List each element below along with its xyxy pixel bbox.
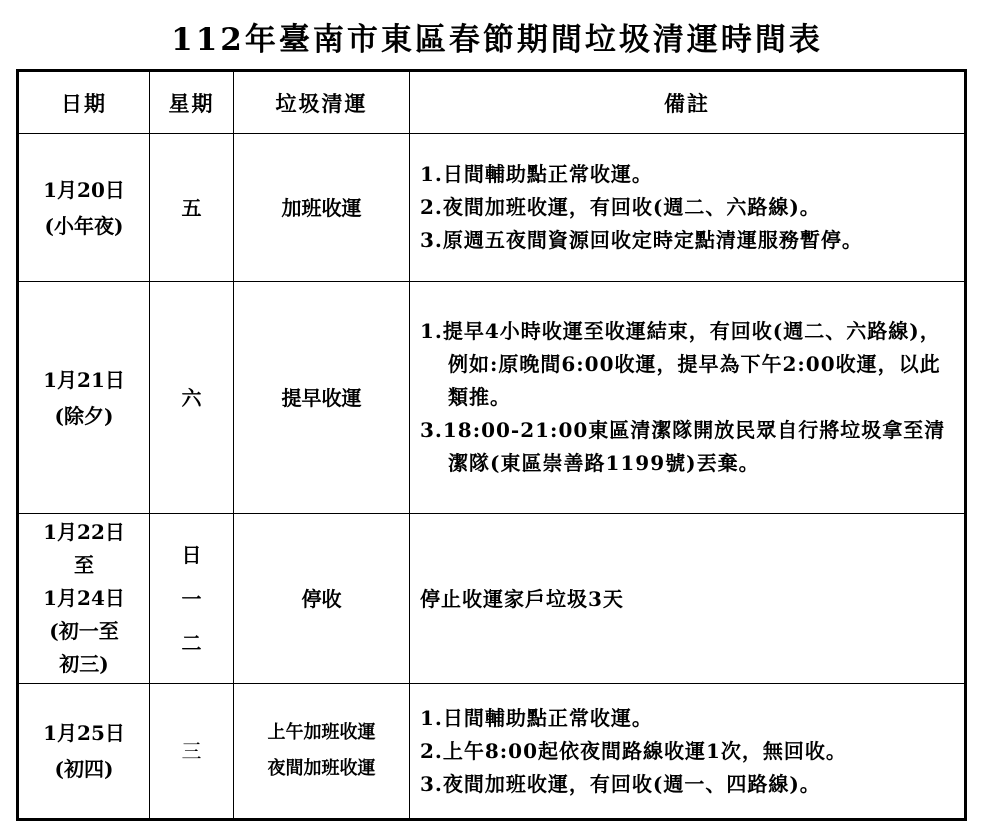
table-row — [18, 684, 966, 820]
date-line: 初三) — [59, 652, 109, 676]
weekday-cell — [150, 514, 234, 684]
date-line: (初一至 — [49, 619, 119, 643]
notes-cell — [410, 684, 966, 820]
header-date: 日期 — [18, 71, 150, 134]
collection-line: 上午加班收運 — [267, 722, 376, 743]
date-line: 1月24日 — [43, 586, 125, 610]
note-item: 1.提早4小時收運至收運結束，有回收(週二、六路線)，例如:原晚間6:00收運，提早為下午2:00收運，以此類推。 — [420, 319, 941, 409]
header-notes: 備註 — [410, 71, 966, 134]
note-item: 2.上午8:00起依夜間路線收運1次，無回收。 — [420, 738, 847, 763]
date-line: (初四) — [54, 757, 114, 781]
note-item: 停止收運家戶垃圾3天 — [420, 586, 624, 611]
date-line: (除夕) — [54, 403, 114, 428]
table-row — [18, 134, 966, 282]
collection-cell — [234, 684, 410, 820]
weekday-cell: 五 — [150, 134, 234, 282]
table-row — [18, 514, 966, 684]
note-item: 1.日間輔助點正常收運。 — [420, 162, 653, 186]
date-cell — [18, 282, 150, 514]
date-line: 至 — [74, 553, 94, 577]
date-line: 1月25日 — [43, 721, 125, 745]
weekday-line: 二 — [181, 630, 202, 655]
weekday-line: 日 — [181, 542, 202, 567]
page-title: 112年臺南市東區春節期間垃圾清運時間表 — [171, 22, 823, 58]
note-item: 2.夜間加班收運，有回收(週二、六路線)。 — [420, 195, 821, 219]
collection-line: 夜間加班收運 — [267, 758, 376, 779]
notes-cell — [410, 134, 966, 282]
weekday-line: 一 — [181, 586, 202, 611]
schedule-table — [16, 69, 967, 821]
table-row — [18, 282, 966, 514]
note-item: 1.日間輔助點正常收運。 — [420, 705, 653, 730]
header-collection: 垃圾清運 — [234, 71, 410, 134]
date-line: 1月21日 — [43, 367, 125, 392]
header-weekday: 星期 — [150, 71, 234, 134]
note-item: 3.原週五夜間資源回收定時定點清運服務暫停。 — [420, 228, 863, 252]
note-item: 3.夜間加班收運，有回收(週一、四路線)。 — [420, 771, 821, 796]
date-cell — [18, 514, 150, 684]
weekday-cell: 三 — [150, 684, 234, 820]
collection-cell: 停收 — [234, 514, 410, 684]
collection-cell: 加班收運 — [234, 134, 410, 282]
note-item: 3.18:00-21:00東區清潔隊開放民眾自行將垃圾拿至清潔隊(東區崇善路1199號)丟棄。 — [420, 418, 946, 475]
date-cell — [18, 684, 150, 820]
date-line: 1月22日 — [43, 520, 125, 544]
header-row — [18, 71, 966, 134]
weekday-cell: 六 — [150, 282, 234, 514]
date-line: (小年夜) — [44, 213, 124, 238]
notes-cell — [410, 514, 966, 684]
date-line: 1月20日 — [43, 177, 125, 202]
date-cell — [18, 134, 150, 282]
notes-cell — [410, 282, 966, 514]
collection-cell: 提早收運 — [234, 282, 410, 514]
